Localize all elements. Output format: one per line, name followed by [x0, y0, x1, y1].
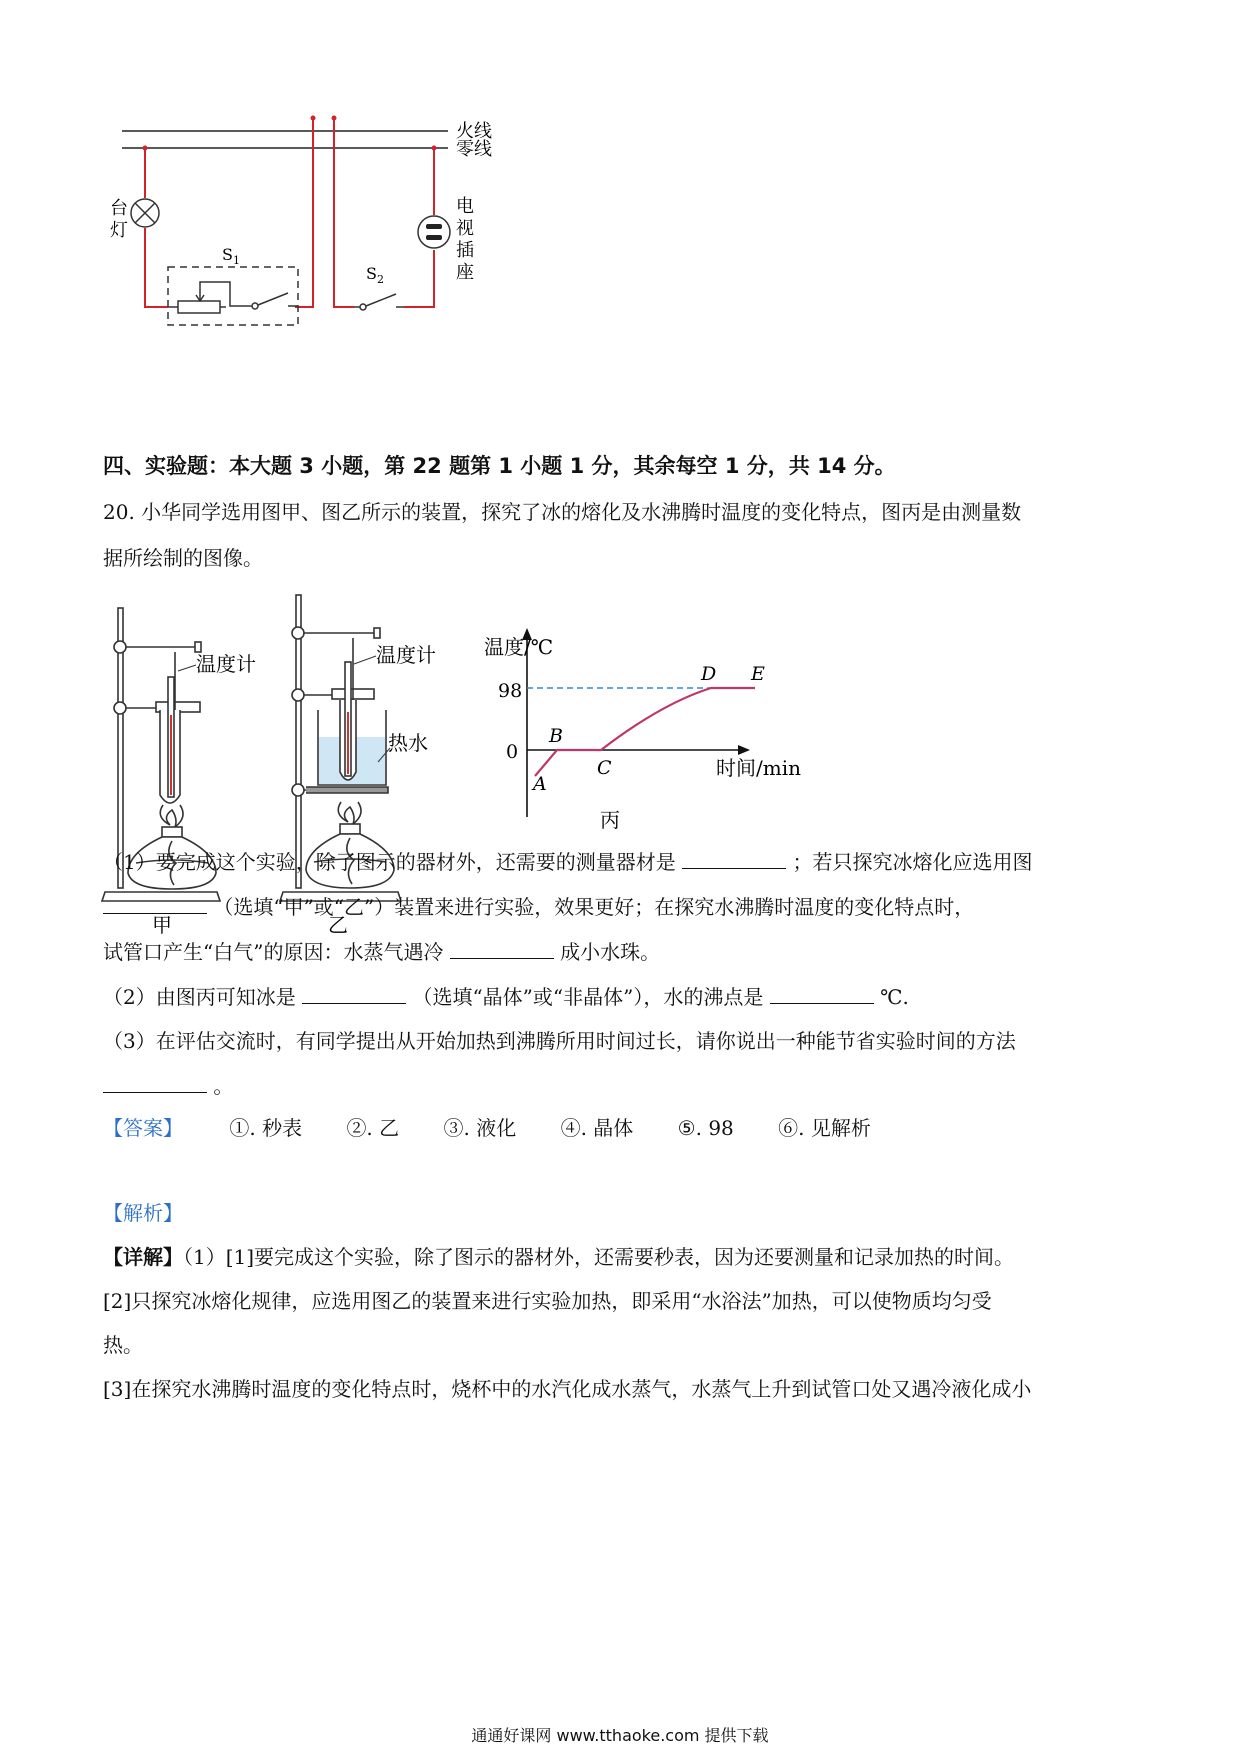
lamp-label-1: 台	[110, 198, 128, 219]
jia-thermometer-label: 温度计	[196, 652, 256, 676]
blank-2[interactable]	[103, 893, 207, 914]
chart-point-label-c: C	[597, 757, 612, 779]
chart-point-label-e: E	[751, 663, 765, 685]
part-1-line-1: （1）要完成这个实验，除了图示的器材外，还需要的测量器材是 ；若只探究冰熔化应选用图	[103, 850, 1033, 874]
s2-label: $S_2$	[366, 264, 384, 286]
section-heading: 四、实验题：本大题 3 小题，第 22 题第 1 小题 1 分，其余每空 1 分，共 14 分。	[103, 454, 896, 478]
chart-y-label: 温度/℃	[484, 635, 554, 659]
circuit-diagram	[110, 110, 560, 370]
part-2-line: （2）由图丙可知冰是 （选填“晶体”或“非晶体”），水的沸点是 ℃.	[103, 985, 909, 1009]
lamp-bottom-wire	[145, 228, 168, 307]
answer-item: ③. 液化	[443, 1116, 517, 1140]
part-3-line-2: 。	[103, 1072, 233, 1100]
socket-label-4: 座	[456, 262, 474, 283]
live-wire-label: 火线	[456, 121, 492, 142]
footer-credit: 通通好课网 www.tthaoke.com 提供下载	[471, 1726, 769, 1745]
part-1-line-2: （选填“甲”或“乙”）装置来进行实验，效果更好；在探究水沸腾时温度的变化特点时，	[103, 893, 974, 921]
answer-item: ⑤. 98	[677, 1116, 734, 1140]
s2-switch-symbol	[354, 294, 404, 310]
yi-caption: 乙	[328, 913, 348, 937]
figure-bing-chart	[470, 612, 810, 937]
socket-label-1: 电	[456, 196, 474, 217]
chart-y-tick-0: 0	[506, 741, 519, 763]
tv-socket-symbol	[418, 216, 450, 248]
chart-point-label-a: A	[533, 773, 547, 795]
figure-yi-apparatus	[278, 592, 478, 935]
analysis-tag: 【解析】	[103, 1201, 183, 1225]
live-riser-left	[295, 118, 313, 307]
blank-5[interactable]	[770, 983, 874, 1004]
part-3-line-1: （3）在评估交流时，有同学提出从开始加热到沸腾所用时间过长，请你说出一种能节省实验时间的方法	[103, 1029, 1016, 1053]
figure-jia-apparatus	[100, 605, 280, 935]
answer-item: ①. 秒表	[229, 1116, 303, 1140]
analysis-line-2: [2]只探究冰熔化规律，应选用图乙的装置来进行实验加热，即采用“水浴法”加热，可以使物质均匀受	[103, 1289, 992, 1313]
socket-wire-bottom	[404, 250, 434, 307]
jia-caption: 甲	[152, 913, 172, 937]
analysis-line-4: [3]在探究水沸腾时温度的变化特点时，烧杯中的水汽化成水蒸气，水蒸气上升到试管口处又遇冷液化成小	[103, 1377, 1032, 1401]
live-riser-right	[334, 118, 354, 307]
blank-4[interactable]	[302, 983, 406, 1004]
chart-y-tick-98: 98	[498, 680, 523, 702]
blank-3[interactable]	[450, 938, 554, 959]
chart-point-label-b: B	[549, 725, 563, 747]
yi-hot-water-label: 热水	[388, 731, 428, 755]
question-stem-line-1: 20. 小华同学选用图甲、图乙所示的装置，探究了冰的熔化及水沸腾时温度的变化特点，图丙是由测量数	[103, 500, 1022, 524]
lamp-symbol	[131, 199, 159, 227]
chart-x-arrow	[738, 745, 750, 755]
bing-caption: 丙	[600, 808, 620, 832]
chart-x-label: 时间/min	[716, 756, 801, 780]
detail-tag: 【详解】	[103, 1245, 183, 1269]
answer-item: ⑥. 见解析	[778, 1116, 871, 1140]
blank-1[interactable]	[682, 848, 786, 869]
socket-label-2: 视	[456, 218, 474, 239]
chart-point-label-d: D	[701, 663, 717, 685]
answer-row	[103, 1114, 909, 1142]
blank-6[interactable]	[103, 1072, 207, 1093]
socket-label-3: 插	[456, 240, 474, 261]
rheostat-symbol	[168, 282, 298, 313]
answer-item: ④. 晶体	[560, 1116, 634, 1140]
analysis-line-1: 【详解】（1）[1]要完成这个实验，除了图示的器材外，还需要秒表，因为还要测量和记录加热的时间。	[103, 1245, 1015, 1269]
answer-item: ②. 乙	[346, 1116, 400, 1140]
yi-thermometer-label: 温度计	[376, 643, 436, 667]
lamp-label-2: 灯	[110, 220, 128, 241]
s1-label: $S_1$	[222, 245, 240, 267]
answer-tag: 【答案】	[103, 1116, 183, 1140]
neutral-wire-label: 零线	[456, 139, 492, 160]
part-1-line-3: 试管口产生“白气”的原因：水蒸气遇冷 成小水珠。	[103, 940, 661, 964]
analysis-line-3: 热。	[103, 1333, 143, 1357]
question-stem-line-2: 据所绘制的图像。	[103, 546, 263, 570]
